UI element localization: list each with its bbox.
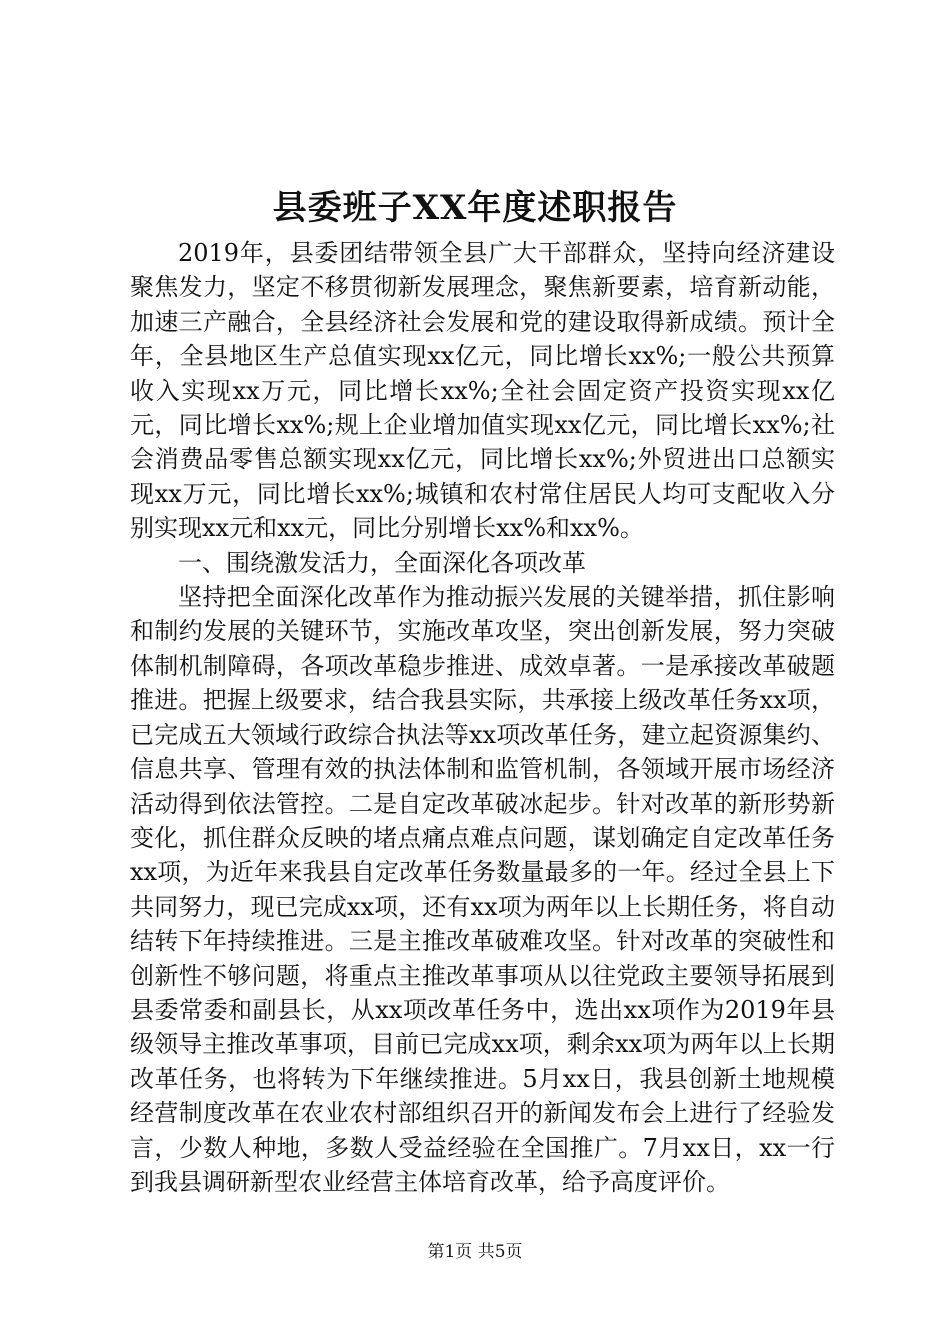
intro-paragraph: 2019年，县委团结带领全县广大干部群众，坚持向经济建设聚焦发力，坚定不移贯彻新发展理念，聚焦新要素，培育新动能，加速三产融合，全县经济社会发展和党的建设取得新成绩。预计全年，全县地区生产总值实现xx亿元，同比增长xx%;一般公共预算收入实现xx万元，同比增长xx%;全社会固定资产投资实现xx亿元，同比增长xx%;规上企业增加值实现xx亿元，同比增长xx%;社会消费品零售总额实现xx亿元，同比增长xx%;外贸进出口总额实现xx万元，同比增长xx%;城镇和农村常住居民人均可支配收入分别实现xx元和xx元，同比分别增长xx%和xx%。: [130, 239, 835, 543]
section-heading: 一、围绕激发活力，全面深化各项改革: [178, 548, 586, 577]
page-footer: 第1页 共5页: [427, 1242, 523, 1262]
document-body: [130, 236, 835, 1199]
document-title: 县委班子XX年度述职报告: [272, 188, 678, 228]
reform-paragraph: 坚持把全面深化改革作为推动振兴发展的关键举措，抓住影响和制约发展的关键环节，实施改革攻坚，突出创新发展，努力突破体制机制障碍，各项改革稳步推进、成效卓著。一是承接改革破题推进。把握上级要求，结合我县实际，共承接上级改革任务xx项，已完成五大领域行政综合执法等xx项改革任务，建立起资源集约、信息共享、管理有效的执法体制和监管机制，各领域开展市场经济活动得到依法管控。二是自定改革破冰起步。针对改革的新形势新变化，抓住群众反映的堵点痛点难点问题，谋划确定自定改革任务xx项，为近年来我县自定改革任务数量最多的一年。经过全县上下共同努力，现已完成xx项，还有xx项为两年以上长期任务，将自动结转下年持续推进。三是主推改革破难攻坚。针对改革的突破性和创新性不够问题，将重点主推改革事项从以往党政主要领导拓展到县委常委和副县长，从xx项改革任务中，选出xx项作为2019年县级领导主推改革事项，目前已完成xx项，剩余xx项为两年以上长期改革任务，也将转为下年继续推进。5月xx日，我县创新土地规模经营制度改革在农业农村部组织召开的新闻发布会上进行了经验发言，少数人种地，多数人受益经验在全国推广。7月xx日，xx一行到我县调研新型农业经营主体培育改革，给予高度评价。: [130, 583, 835, 1196]
